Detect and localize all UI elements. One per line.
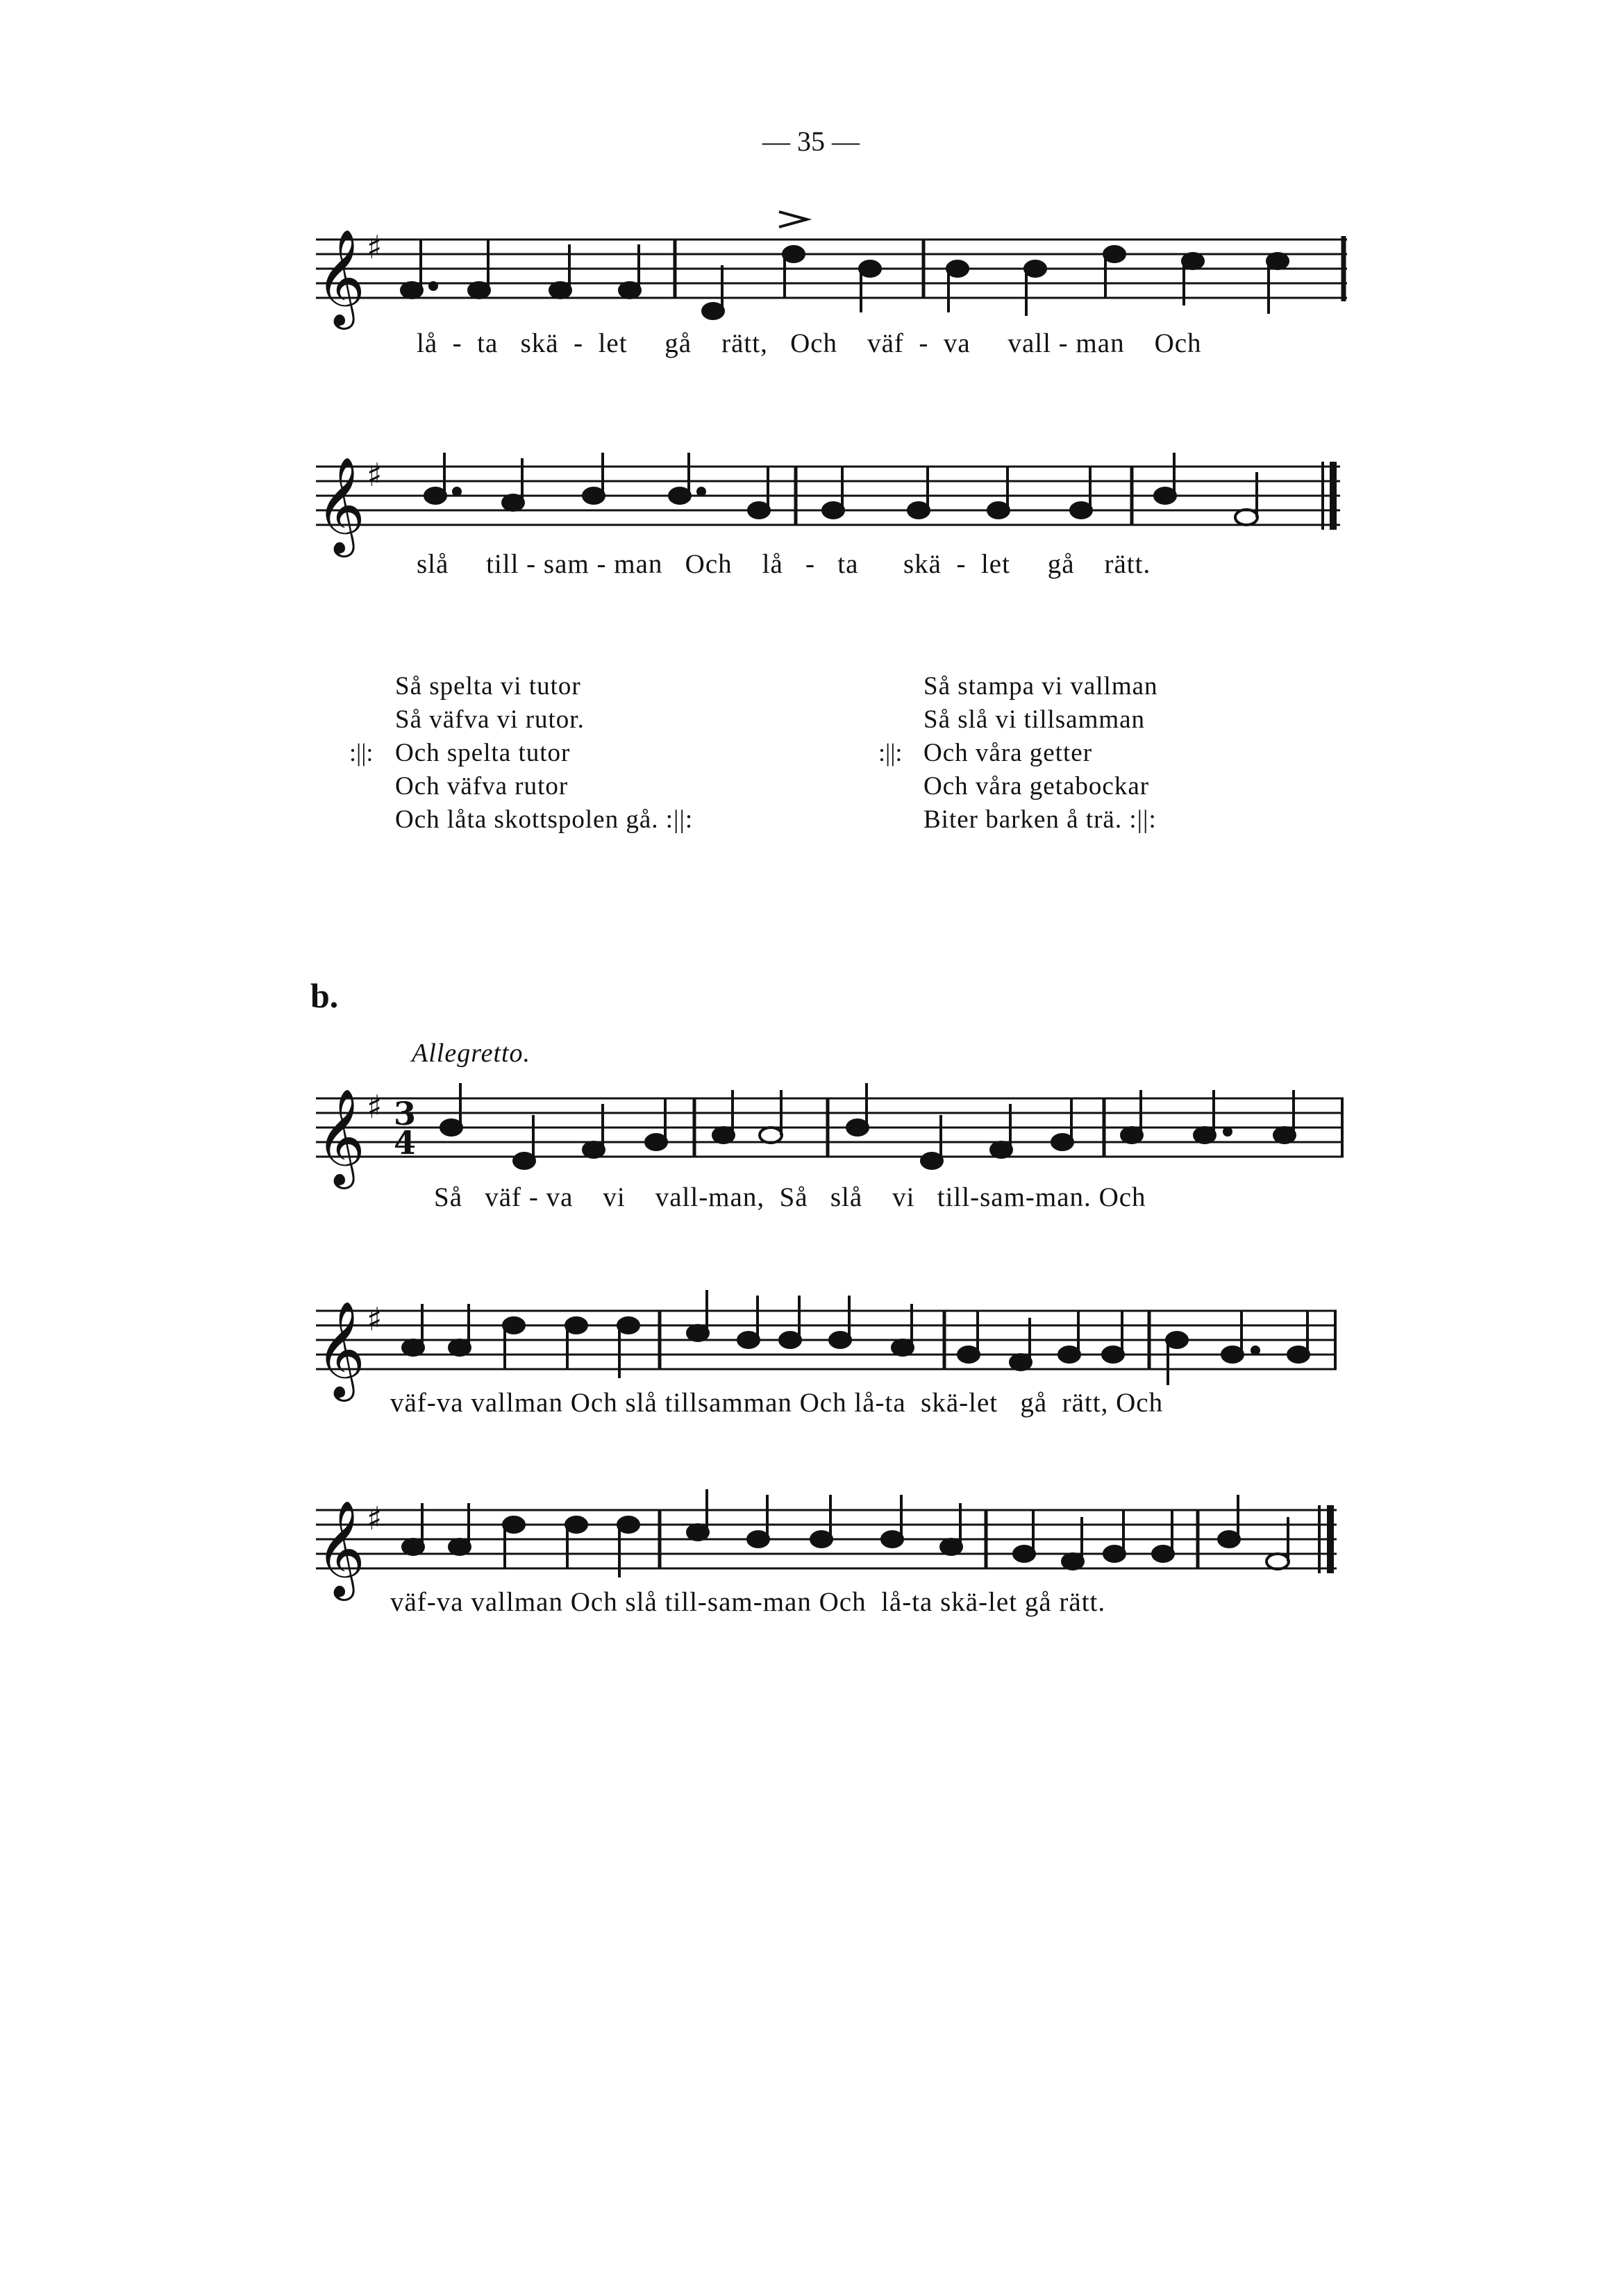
notes-staff-4: [403, 1290, 1309, 1385]
note: [514, 1153, 535, 1168]
note: [988, 503, 1009, 518]
note: [1010, 1355, 1031, 1370]
note: [760, 1128, 782, 1143]
tempo-marking: Allegretto.: [412, 1039, 531, 1068]
lyric-syllable: Och: [1116, 1388, 1164, 1418]
lyric-syllable: va: [943, 328, 971, 358]
note: [947, 261, 968, 276]
note: [469, 283, 490, 298]
staff-lines: [316, 240, 1347, 298]
lyric-syllable: Så: [434, 1182, 462, 1212]
note: [449, 1539, 470, 1555]
repeat-mark: :||:: [349, 739, 374, 766]
sharp-icon: ♯: [367, 228, 383, 266]
lyric-syllable: väf-va: [390, 1587, 464, 1617]
lyric-syllable: Och: [1098, 1182, 1146, 1212]
stanza-line: Och våra getabockar: [923, 772, 1150, 801]
lyric-syllable: gå: [1020, 1388, 1048, 1418]
lyric-syllable: skä-let: [940, 1587, 1018, 1617]
notes-staff-1: [401, 240, 1288, 319]
note: [1121, 1128, 1142, 1143]
barlines: [660, 1505, 1330, 1573]
lyric-hyphen: -: [452, 328, 462, 358]
lyric-syllable: till-sam-man: [664, 1587, 812, 1617]
lyric-hyphen: -: [596, 549, 607, 579]
lyric-syllable: Och: [685, 549, 733, 579]
stanza-line: Så spelta vi tutor: [395, 672, 581, 701]
stanza-line: Biter barken å trä. :||:: [923, 805, 1157, 834]
lyric-syllable: lå-ta: [881, 1587, 933, 1617]
lyric-syllable: Och: [819, 1587, 867, 1617]
note: [403, 1539, 424, 1555]
lyric-syllable: Och: [570, 1587, 618, 1617]
stanza-line: Och väfva rutor: [395, 772, 569, 801]
stanza-line: Så väfva vi rutor.: [395, 705, 585, 734]
barlines: [675, 236, 1344, 301]
stanza-line: Och låta skottspolen gå. :||:: [395, 805, 694, 834]
lyrics-line-2: [417, 548, 1151, 580]
stanza-line: Så stampa vi vallman: [923, 672, 1158, 701]
note: [738, 1332, 759, 1348]
note: [892, 1340, 913, 1355]
staff-lines: [316, 1510, 1337, 1568]
lyric-syllable: vallman: [471, 1388, 563, 1418]
note: [1182, 253, 1203, 269]
lyric-syllable: väf: [867, 328, 904, 358]
lyric-syllable: skä-let: [921, 1388, 998, 1418]
section-label: b.: [310, 976, 339, 1015]
lyric-syllable: let: [598, 328, 628, 358]
lyric-hyphen: -: [1058, 328, 1069, 358]
note: [550, 283, 571, 298]
note: [425, 488, 446, 503]
staff-lines: [316, 1098, 1344, 1157]
lyric-syllable: väf: [485, 1182, 522, 1212]
note: [1104, 1546, 1125, 1561]
note: [703, 303, 724, 319]
stanza-right: [923, 670, 1158, 837]
note: [1059, 1347, 1080, 1362]
lyric-syllable: slå: [625, 1587, 658, 1617]
note: [1104, 246, 1125, 262]
lyric-hyphen: -: [956, 549, 967, 579]
stanza-line: Så slå vi tillsamman: [923, 705, 1146, 734]
note: [830, 1332, 851, 1348]
lyric-syllable: rätt,: [721, 328, 768, 358]
note: [823, 503, 844, 518]
note: [780, 1332, 801, 1348]
note: [941, 1539, 962, 1555]
note: [1155, 488, 1176, 503]
lyric-syllable: Så: [779, 1182, 808, 1212]
note: [503, 1517, 524, 1532]
note: [566, 1517, 587, 1532]
lyric-syllable: gå: [1024, 1587, 1052, 1617]
note: [847, 1120, 868, 1135]
lyrics-line-1: [417, 328, 1202, 359]
note: [503, 495, 524, 510]
lyric-syllable: lå: [762, 549, 783, 579]
lyric-syllable: Och: [799, 1388, 847, 1418]
lyric-syllable: skä: [520, 328, 559, 358]
page-number: — 35 —: [762, 126, 860, 157]
lyric-hyphen: -: [526, 549, 537, 579]
note: [1274, 1128, 1295, 1143]
note: [908, 503, 929, 518]
lyric-syllable: vall-man,: [655, 1182, 765, 1212]
barlines: [694, 1098, 1342, 1157]
note: [1288, 1347, 1309, 1362]
note: [503, 1318, 524, 1333]
lyric-syllable: Och: [1154, 328, 1202, 358]
lyrics-line-4: [390, 1387, 1163, 1418]
sharp-icon: ♯: [367, 1500, 383, 1537]
lyric-syllable: slå: [830, 1182, 863, 1212]
staff-lines: [316, 467, 1340, 525]
lyric-syllable: lå: [417, 328, 438, 358]
lyric-syllable: vallman: [471, 1587, 563, 1617]
lyric-syllable: till: [486, 549, 519, 579]
lyrics-line-3: [434, 1182, 1146, 1213]
note: [441, 1120, 462, 1135]
lyric-syllable: slå: [625, 1388, 658, 1418]
note: [1167, 1332, 1187, 1348]
lyric-syllable: Och: [790, 328, 838, 358]
time-signature-top: 3: [394, 1095, 417, 1132]
lyric-syllable: ta: [477, 328, 499, 358]
note: [749, 503, 769, 518]
note: [1052, 1134, 1073, 1150]
lyric-syllable: tillsamman: [664, 1388, 792, 1418]
treble-clef-icon: 𝄞: [316, 457, 365, 553]
barlines: [796, 462, 1333, 530]
note: [566, 1318, 587, 1333]
note: [401, 283, 422, 298]
stanza-line: Och spelta tutor: [395, 739, 571, 767]
note: [921, 1153, 942, 1168]
sharp-icon: ♯: [367, 456, 383, 494]
treble-clef-icon: 𝄞: [316, 1500, 365, 1597]
note: [748, 1532, 769, 1547]
treble-clef-icon: 𝄞: [316, 1089, 365, 1185]
lyric-hyphen: -: [574, 328, 584, 358]
sharp-icon: ♯: [367, 1088, 383, 1125]
lyric-syllable: sam: [543, 549, 590, 579]
lyric-syllable: slå: [417, 549, 449, 579]
treble-clef-icon: 𝄞: [316, 229, 365, 326]
lyric-syllable: ta: [837, 549, 859, 579]
lyric-syllable: lå-ta: [854, 1388, 906, 1418]
lyric-syllable: gå: [664, 328, 692, 358]
lyric-syllable: man: [1076, 328, 1125, 358]
note: [958, 1347, 979, 1362]
notes-staff-3: [441, 1083, 1295, 1168]
note: [618, 1517, 639, 1532]
note: [687, 1325, 708, 1341]
notes-staff-5: [403, 1489, 1289, 1577]
lyric-hyphen: -: [528, 1182, 539, 1212]
note: [1266, 1554, 1289, 1569]
note: [1219, 1532, 1239, 1547]
stanza-line: Och våra getter: [923, 739, 1093, 767]
note: [583, 1142, 604, 1157]
note: [619, 283, 640, 298]
lyric-syllable: vall: [1008, 328, 1051, 358]
note: [1235, 510, 1257, 525]
notes-staff-2: [425, 453, 1257, 525]
note: [618, 1318, 639, 1333]
lyric-syllable: let: [980, 549, 1010, 579]
note: [1194, 1128, 1215, 1143]
note: [1062, 1554, 1083, 1569]
note: [1267, 253, 1288, 269]
note: [669, 488, 690, 503]
lyric-syllable: vi: [892, 1182, 915, 1212]
note: [991, 1142, 1012, 1157]
time-signature-bottom: 4: [394, 1124, 417, 1162]
lyric-syllable: va: [546, 1182, 574, 1212]
note: [860, 261, 880, 276]
lyric-syllable: till-sam-man.: [937, 1182, 1092, 1212]
note: [1103, 1347, 1123, 1362]
lyric-syllable: vi: [603, 1182, 626, 1212]
note: [1071, 503, 1092, 518]
lyric-hyphen: -: [805, 549, 816, 579]
lyric-syllable: rätt,: [1062, 1388, 1109, 1418]
lyric-syllable: väf-va: [390, 1388, 464, 1418]
lyric-syllable: rätt.: [1059, 1587, 1106, 1617]
lyric-syllable: rätt.: [1104, 549, 1151, 579]
lyric-syllable: skä: [903, 549, 942, 579]
note: [583, 488, 604, 503]
stanza-left: [395, 670, 693, 837]
lyric-syllable: Och: [570, 1388, 618, 1418]
note: [1025, 261, 1046, 276]
treble-clef-icon: 𝄞: [316, 1301, 365, 1398]
staff-lines: [316, 1311, 1337, 1369]
note: [811, 1532, 832, 1547]
lyric-syllable: man: [614, 549, 663, 579]
note: [882, 1532, 903, 1547]
note: [1153, 1546, 1173, 1561]
repeat-mark: :||:: [878, 739, 903, 766]
sharp-icon: ♯: [367, 1300, 383, 1338]
accent-mark: [779, 212, 807, 227]
note: [1014, 1546, 1035, 1561]
note: [713, 1128, 734, 1143]
note: [449, 1340, 470, 1355]
note: [1222, 1347, 1243, 1362]
note: [783, 246, 804, 262]
note: [687, 1525, 708, 1540]
note: [403, 1340, 424, 1355]
lyric-hyphen: -: [919, 328, 929, 358]
lyric-syllable: gå: [1047, 549, 1075, 579]
lyrics-line-5: [390, 1586, 1105, 1618]
barlines: [660, 1311, 1335, 1369]
note: [646, 1134, 667, 1150]
